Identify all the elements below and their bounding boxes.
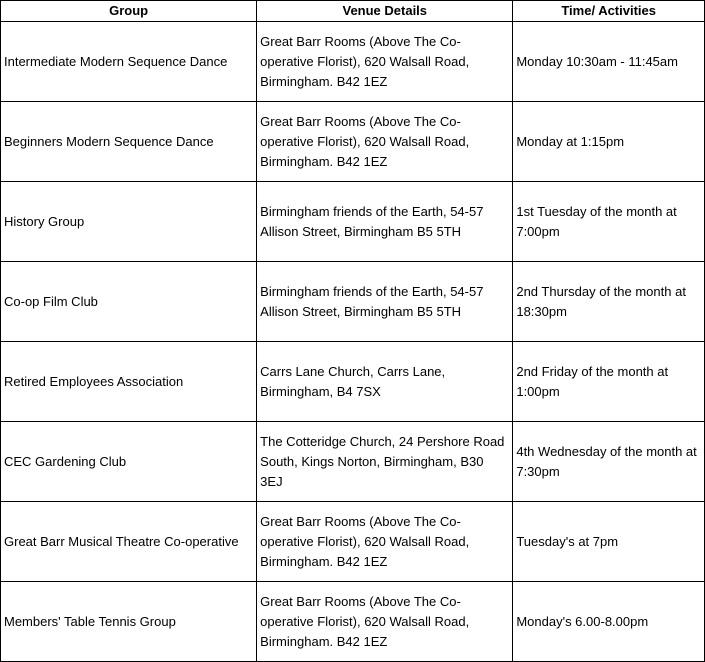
- time-cell: 1st Tuesday of the month at 7:00pm: [513, 182, 705, 262]
- venue-cell: Great Barr Rooms (Above The Co-operative Florist), 620 Walsall Road, Birmingham. B42 1EZ: [257, 102, 513, 182]
- table-row: [1, 582, 705, 662]
- table-row: [1, 182, 705, 262]
- header-group: Group: [1, 1, 257, 22]
- time-cell: Monday's 6.00-8.00pm: [513, 582, 705, 662]
- venue-cell: The Cotteridge Church, 24 Pershore Road South, Kings Norton, Birmingham, B30 3EJ: [257, 422, 513, 502]
- time-cell: Monday 10:30am - 11:45am: [513, 22, 705, 102]
- group-cell: Retired Employees Association: [1, 342, 257, 422]
- group-cell: Beginners Modern Sequence Dance: [1, 102, 257, 182]
- venue-cell: Great Barr Rooms (Above The Co-operative Florist), 620 Walsall Road, Birmingham. B42 1EZ: [257, 582, 513, 662]
- group-cell: Great Barr Musical Theatre Co-operative: [1, 502, 257, 582]
- venue-cell: Birmingham friends of the Earth, 54-57 Allison Street, Birmingham B5 5TH: [257, 262, 513, 342]
- group-cell: History Group: [1, 182, 257, 262]
- time-cell: Tuesday's at 7pm: [513, 502, 705, 582]
- time-cell: 2nd Thursday of the month at 18:30pm: [513, 262, 705, 342]
- time-cell: 4th Wednesday of the month at 7:30pm: [513, 422, 705, 502]
- table-row: [1, 22, 705, 102]
- table-row: [1, 102, 705, 182]
- table-row: [1, 502, 705, 582]
- table-row: [1, 422, 705, 502]
- venue-cell: Great Barr Rooms (Above The Co-operative Florist), 620 Walsall Road, Birmingham. B42 1EZ: [257, 22, 513, 102]
- venue-cell: Birmingham friends of the Earth, 54-57 Allison Street, Birmingham B5 5TH: [257, 182, 513, 262]
- group-cell: CEC Gardening Club: [1, 422, 257, 502]
- group-cell: Members' Table Tennis Group: [1, 582, 257, 662]
- header-row: [1, 1, 705, 22]
- group-cell: Co-op Film Club: [1, 262, 257, 342]
- venue-cell: Carrs Lane Church, Carrs Lane, Birmingham, B4 7SX: [257, 342, 513, 422]
- time-cell: 2nd Friday of the month at 1:00pm: [513, 342, 705, 422]
- header-time: Time/ Activities: [513, 1, 705, 22]
- time-cell: Monday at 1:15pm: [513, 102, 705, 182]
- group-cell: Intermediate Modern Sequence Dance: [1, 22, 257, 102]
- header-venue: Venue Details: [257, 1, 513, 22]
- table-row: [1, 342, 705, 422]
- venue-cell: Great Barr Rooms (Above The Co-operative Florist), 620 Walsall Road, Birmingham. B42 1EZ: [257, 502, 513, 582]
- table-row: [1, 262, 705, 342]
